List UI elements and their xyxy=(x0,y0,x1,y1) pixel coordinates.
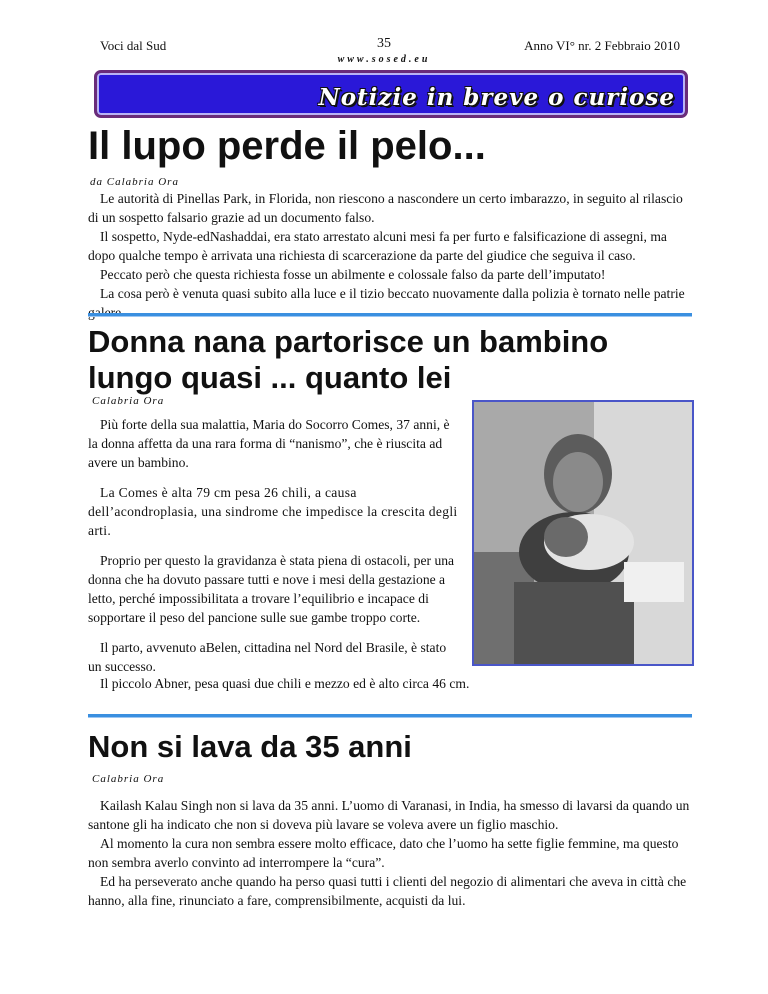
banner-title: Notizie in breve o curiose xyxy=(318,84,675,111)
article2-photo xyxy=(472,400,694,666)
photo-illustration xyxy=(474,402,692,664)
article1-source: da Calabria Ora xyxy=(90,176,179,188)
article1-paragraph: La cosa però è venuta quasi subito alla luce e il tizio beccato nuovamente dalla polizia è tornato nelle patrie xyxy=(100,286,685,301)
header-issue: Anno VI° nr. 2 Febbraio 2010 xyxy=(524,38,680,53)
article3-source: Calabria Ora xyxy=(92,773,165,785)
section-banner xyxy=(94,70,688,118)
article2-closing xyxy=(88,674,694,693)
section-divider xyxy=(88,313,692,317)
article2-source: Calabria Ora xyxy=(92,395,165,407)
article2-paragraph: Più forte della sua malattia, Maria do Socorro Comes, 37 anni, è la donna affetta da una rara forma di “nanismo”, che è riuscita ad avere un bambino. xyxy=(88,417,450,470)
section-divider xyxy=(88,714,692,718)
article2-paragraph: Proprio per questo la gravidanza è stata piena di ostacoli, per una donna che ha dovuto passare tutti e nove i mesi della gestazione a letto, perché impossibilitata a trovare l’equilibrio e incapace di sopportare il peso del pancione sulle sue gambe troppo corte. xyxy=(88,553,455,625)
article3-body xyxy=(88,796,694,910)
header-url[interactable]: www.sosed.eu xyxy=(337,54,431,65)
article1-title: Il lupo perde il pelo... xyxy=(88,124,486,168)
article2-last-paragraph: Il piccolo Abner, pesa quasi due chili e mezzo ed è alto circa 46 cm. xyxy=(100,676,470,691)
article3-title: Non si lava da 35 anni xyxy=(88,729,412,764)
article2-body xyxy=(88,415,460,676)
article1-paragraph: Peccato però che questa richiesta fosse un abilmente e colossale falso da parte dell’imputato! xyxy=(100,267,606,282)
article2-title xyxy=(88,324,608,396)
header-publication: Voci dal Sud xyxy=(100,38,167,53)
article2-paragraph: La Comes è alta 79 cm pesa 26 chili, a causa dell’acondroplasia, una sindrome che impedisce la crescita degli arti. xyxy=(88,485,458,538)
article1-paragraph: Le autorità di Pinellas Park, in Florida, non riescono a nascondere un certo imbarazzo, in seguito al rilascio di un sospetto falsario grazie ad un documento falso. xyxy=(88,191,683,225)
article2-title-line1: Donna nana partorisce un bambino xyxy=(88,324,609,359)
article3-paragraph: Al momento la cura non sembra essere molto efficace, dato che l’uomo ha sette figlie femmine, ma questo non sembra averlo convinto ad interrompere la “cura”. xyxy=(88,836,679,870)
article3-paragraph: Kailash Kalau Singh non si lava da 35 anni. L’uomo di Varanasi, in India, ha smesso di lavarsi da quando un santone gli ha indicato che non si doveva più lavare se voleva avere un figlio maschio. xyxy=(88,798,690,832)
article3-paragraph: Ed ha perseverato anche quando ha perso quasi tutti i clienti del negozio di alimentari che aveva in città che hanno, alla fine, rinunciato a fare, comprensibilmente, acquisti da lui. xyxy=(88,874,687,908)
page-number: 35 xyxy=(377,36,391,51)
article2-title-line2: lungo quasi ... quanto lei xyxy=(88,360,452,395)
article2-paragraph: Il parto, avvenuto aBelen, cittadina nel Nord del Brasile, è stato un successo. xyxy=(88,640,447,674)
article1-body xyxy=(88,189,694,322)
article1-paragraph: Il sospetto, Nyde-edNashaddai, era stato arrestato alcuni mesi fa per furto e falsificazione di assegni, ma dopo qualche tempo è arrivata una richiesta di scarcerazione da parte del giudice che seguiva il caso. xyxy=(88,229,667,263)
